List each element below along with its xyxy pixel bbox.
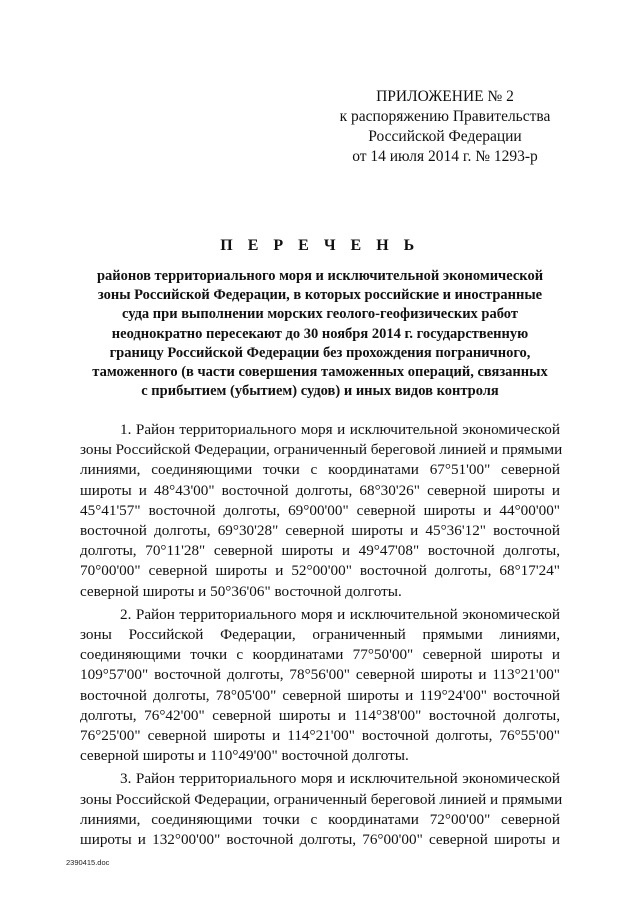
document-subtitle [80, 267, 560, 401]
paragraph-line: 76°25'00" северной широты и 114°21'00" восточной долготы, 76°55'00" [80, 727, 560, 745]
subtitle-line: границу Российской Федерации без прохождения пограничного, [109, 344, 531, 361]
paragraph-line: зоны Российской Федерации, ограниченный прямыми линиями, [80, 626, 560, 644]
paragraph-line: восточной долготы, 78°05'00" северной широты и 119°24'00" восточной [80, 686, 560, 704]
paragraph-line: восточной долготы, 69°30'28" северной широты и 45°36'12" восточной [80, 522, 560, 540]
document-title: П Е Р Е Ч Е Н Ь [220, 237, 420, 254]
paragraph-line: северной широты и 50°36'06" восточной долготы. [80, 582, 402, 600]
appendix-line: ПРИЛОЖЕНИЕ № 2 [376, 88, 514, 105]
paragraph-line: 2. Район территориального моря и исключительной экономической [120, 605, 560, 623]
file-name-footer: 2390415.doc [66, 858, 110, 867]
appendix-header [330, 87, 560, 167]
paragraph-1 [80, 420, 563, 602]
appendix-line: к распоряжению Правительства [339, 108, 551, 125]
paragraph-line: широты и 48°43'00" восточной долготы, 68°30'26" северной широты и [80, 481, 560, 499]
paragraph-line: долготы, 76°42'00" северной широты и 114°38'00" восточной долготы, [80, 706, 560, 724]
paragraph-line: 45°41'57" восточной долготы, 69°00'00" северной широты и 44°00'00" [80, 501, 560, 519]
subtitle-line: суда при выполнении морских геолого-геофизических работ [122, 306, 518, 323]
paragraph-line: 1. Район территориального моря и исключительной экономической [120, 421, 560, 438]
subtitle-line: неоднократно пересекают до 30 ноября 2014 г. государственную [111, 325, 529, 342]
subtitle-line: районов территориального моря и исключительной экономической [96, 268, 544, 284]
document-body [80, 420, 563, 853]
subtitle-line: зоны Российской Федерации, в которых российские и иностранные [97, 287, 543, 304]
appendix-line: от 14 июля 2014 г. № 1293-р [352, 148, 538, 165]
paragraph-line: северной широты и 110°49'00" восточной долготы. [80, 747, 409, 765]
subtitle-line: таможенного (в части совершения таможенных операций, связанных [92, 364, 548, 381]
paragraph-line: широты и 132°00'00" восточной долготы, 76°00'00" северной широты и [80, 831, 560, 849]
paragraph-line: зоны Российской Федерации, ограниченный береговой линией и прямыми [80, 790, 563, 808]
paragraph-line: зоны Российской Федерации, ограниченный береговой линией и прямыми [80, 441, 563, 459]
paragraph-line: линиями, соединяющими точки с координатами 72°00'00" северной [80, 810, 560, 828]
paragraph-2 [80, 605, 560, 767]
subtitle-line: с прибытием (убытием) судов) и иных видов контроля [141, 383, 499, 400]
paragraph-3 [80, 769, 563, 850]
paragraph-line: долготы, 70°11'28" северной широты и 49°47'08" восточной долготы, [80, 542, 560, 560]
appendix-line: Российской Федерации [368, 128, 522, 145]
paragraph-line: линиями, соединяющими точки с координатами 67°51'00" северной [80, 461, 560, 479]
paragraph-line: 70°00'00" северной широты и 52°00'00" восточной долготы, 68°17'24" [80, 562, 560, 580]
paragraph-line: 3. Район территориального моря и исключительной экономической [120, 770, 560, 788]
paragraph-line: соединяющими точки с координатами 77°50'00" северной широты и [80, 646, 560, 664]
paragraph-line: 109°57'00" восточной долготы, 78°56'00" северной широты и 113°21'00" [80, 666, 560, 684]
